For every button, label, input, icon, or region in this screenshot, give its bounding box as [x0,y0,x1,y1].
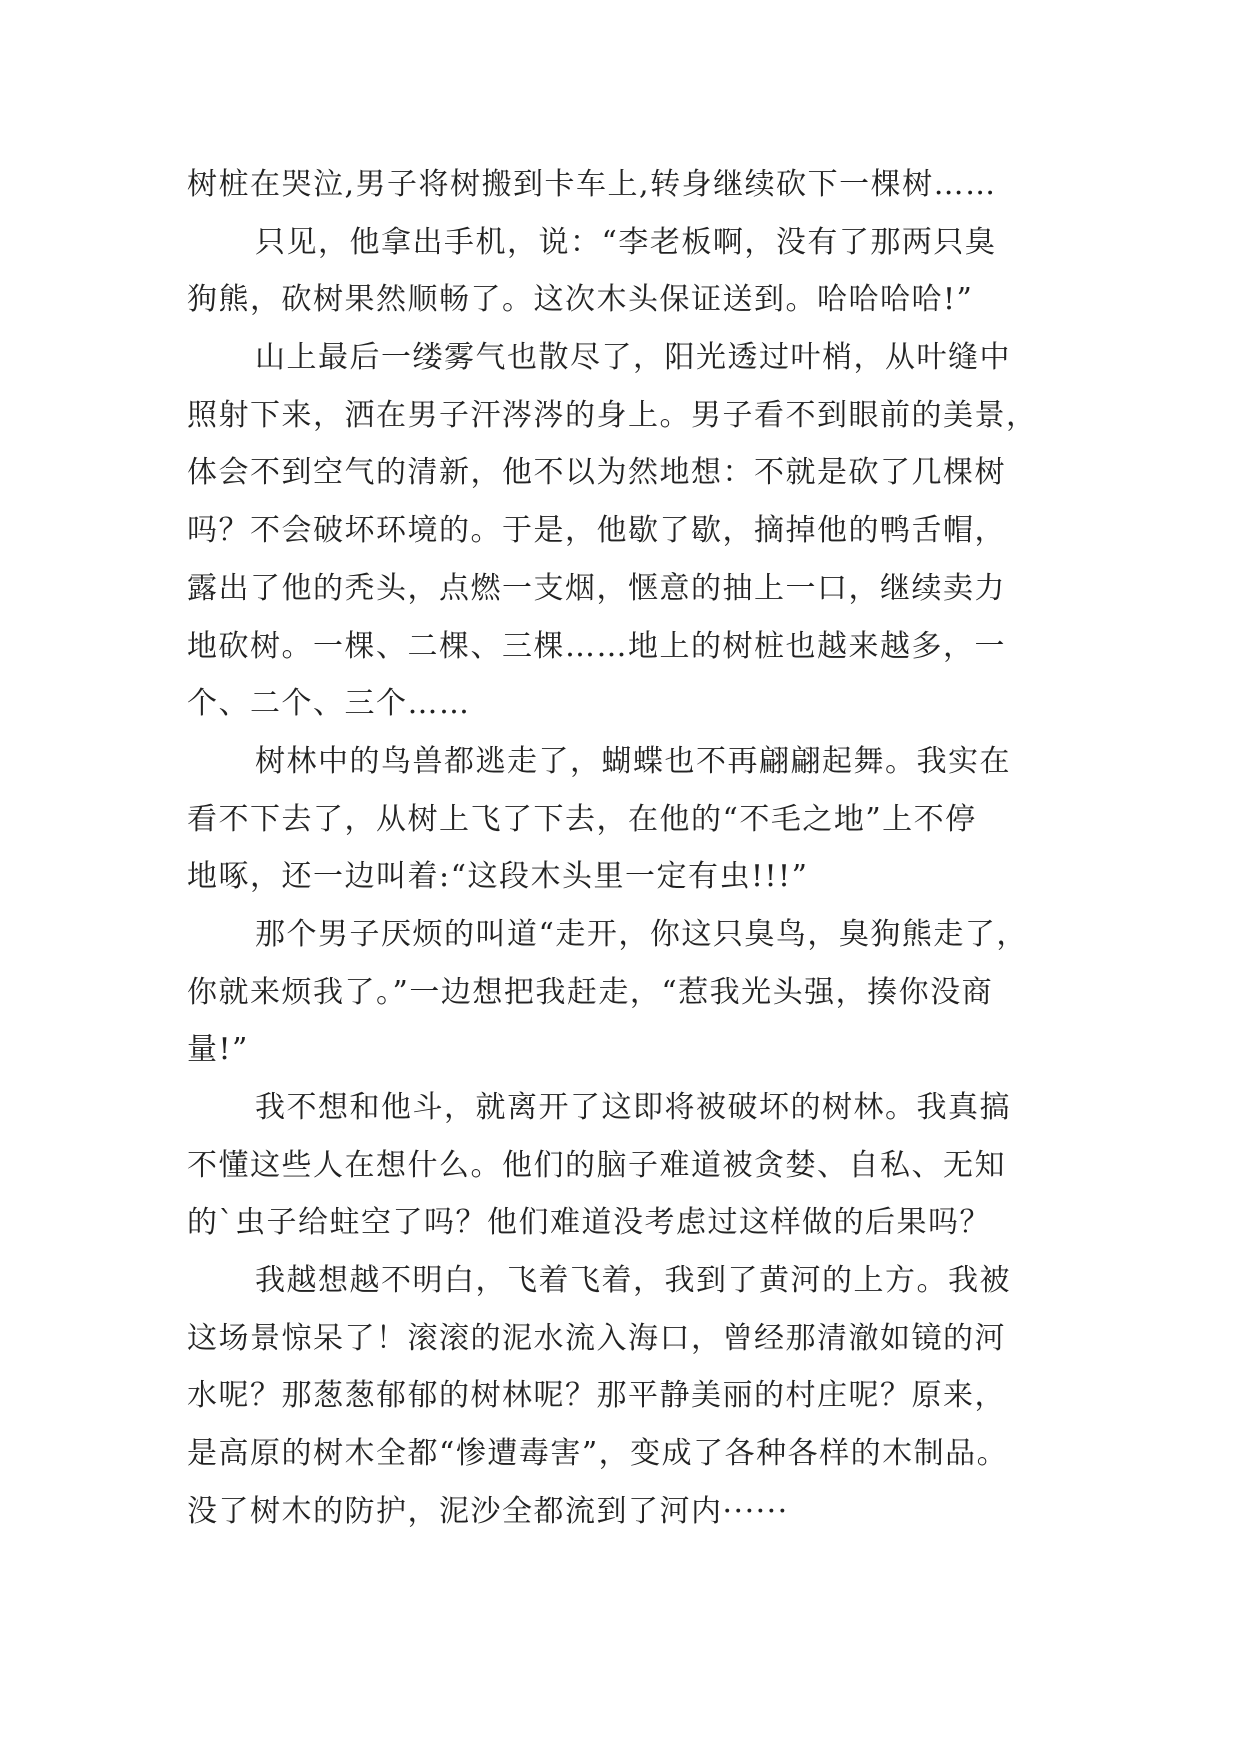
text-line-16: 量!” [187,1032,249,1068]
text-line-9: 地砍树。一棵、二棵、三棵……地上的树桩也越来越多，一 [187,628,1006,664]
text-line-8: 露出了他的秃头，点燃一支烟，惬意的抽上一口，继续卖力 [187,570,1006,606]
text-line-2: 只见，他拿出手机，说：“李老板啊，没有了那两只臭 [255,224,997,260]
text-line-18: 不懂这些人在想什么。他们的脑子难道被贪婪、自私、无知 [187,1147,1006,1183]
text-line-23: 是高原的树木全都“惨遭毒害”，变成了各种各样的木制品。 [187,1436,1009,1472]
text-line-13: 地啄，还一边叫着:“这段木头里一定有虫!!!” [187,859,809,895]
text-line-15: 你就来烦我了。”一边想把我赶走，“惹我光头强，揍你没商 [187,974,994,1010]
document-body [187,156,1067,1541]
text-line-7: 吗？不会破坏环境的。于是，他歇了歇，摘掉他的鸭舌帽， [187,513,1006,549]
text-line-4: 山上最后一缕雾气也散尽了，阳光透过叶梢，从叶缝中 [255,340,1011,376]
text-line-20: 我越想越不明白，飞着飞着，我到了黄河的上方。我被 [255,1263,1011,1299]
text-line-5: 照射下来，洒在男子汗涔涔的身上。男子看不到眼前的美景， [187,397,1038,433]
text-line-6: 体会不到空气的清新，他不以为然地想：不就是砍了几棵树 [187,455,1006,491]
text-line-1: 树桩在哭泣,男子将树搬到卡车上,转身继续砍下一棵树…… [187,167,997,202]
text-line-14: 那个男子厌烦的叫道“走开，你这只臭鸟，臭狗熊走了， [255,916,1028,952]
text-line-10: 个、二个、三个…… [187,686,471,722]
text-line-3: 狗熊，砍树果然顺畅了。这次木头保证送到。哈哈哈哈!” [187,282,974,318]
text-line-11: 树林中的鸟兽都逃走了，蝴蝶也不再翩翩起舞。我实在 [255,743,1011,779]
text-line-19: 的`虫子给蛀空了吗？他们难道没考虑过这样做的后果吗？ [187,1205,991,1241]
text-line-21: 这场景惊呆了！滚滚的泥水流入海口，曾经那清澈如镜的河 [187,1320,1006,1356]
text-line-17: 我不想和他斗，就离开了这即将被破坏的树林。我真搞 [255,1090,1011,1125]
text-line-12: 看不下去了，从树上飞了下去，在他的“不毛之地”上不停 [187,801,977,837]
text-line-22: 水呢？那葱葱郁郁的树林呢？那平静美丽的村庄呢？原来， [187,1378,1006,1414]
text-line-24: 没了树木的防护，泥沙全都流到了河内······ [187,1493,789,1529]
